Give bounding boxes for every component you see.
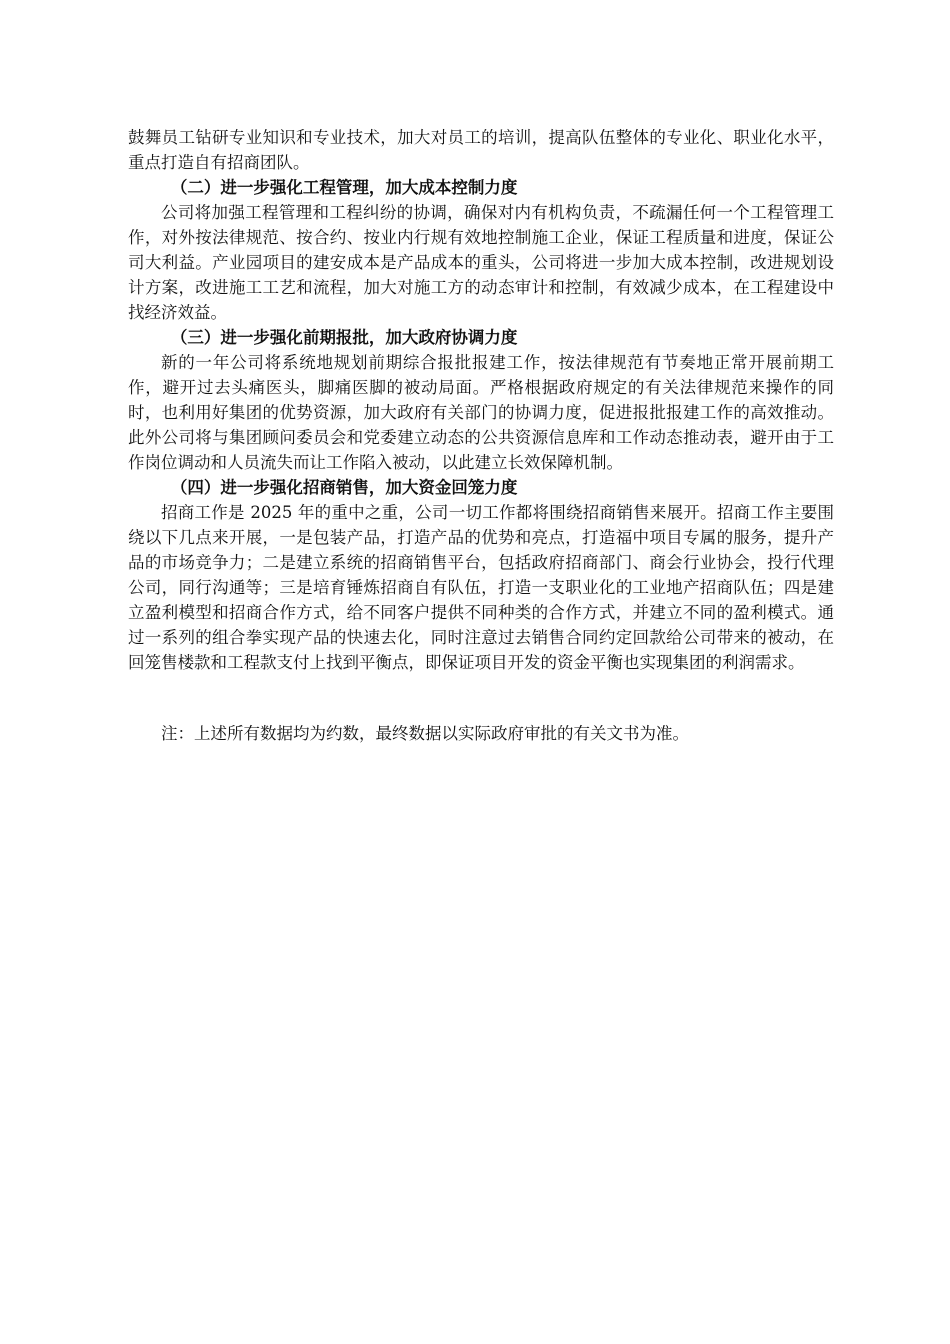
section-paragraph: 公司将加强工程管理和工程纠纷的协调，确保对内有机构负责，不疏漏任何一个工程管理工作，对外按法律规范、按合约、按业内行规有效地控制施工企业，保证工程质量和进度，保证公司大利益。产业园项目的建安成本是产品成本的重头，公司将进一步加大成本控制，改进规划设计方案，改进施工工艺和流程，加大对施工方的动态审计和控制，有效减少成本，在工程建设中找经济效益。	[128, 203, 834, 322]
section-paragraph: 招商工作是 2025 年的重中之重，公司一切工作都将围绕招商销售来展开。招商工作主要围绕以下几点来开展，一是包装产品，打造产品的优势和亮点，打造福中项目专属的服务，提升产品的市场竞争力；二是建立系统的招商销售平台，包括政府招商部门、商会行业协会，投行代理公司，同行沟通等；三是培育锤炼招商自有队伍，打造一支职业化的工业地产招商队伍；四是建立盈利模型和招商合作方式，给不同客户提供不同种类的合作方式，并建立不同的盈利模式。通过一系列的组合拳实现产品的快速去化，同时注意过去销售合同约定回款给公司带来的被动，在回笼售楼款和工程款支付上找到平衡点，即保证项目开发的资金平衡也实现集团的利润需求。	[128, 503, 834, 672]
section-heading: （三）进一步强化前期报批，加大政府协调力度	[170, 328, 518, 347]
section-heading: （二）进一步强化工程管理，加大成本控制力度	[170, 178, 518, 197]
footnote: 注：上述所有数据均为约数，最终数据以实际政府审批的有关文书为准。	[161, 724, 689, 743]
section-paragraph: 新的一年公司将系统地规划前期综合报批报建工作，按法律规范有节奏地正常开展前期工作，避开过去头痛医头，脚痛医脚的被动局面。严格根据政府规定的有关法律规范来操作的同时，也利用好集团的优势资源，加大政府有关部门的协调力度，促进报批报建工作的高效推动。此外公司将与集团顾问委员会和党委建立动态的公共资源信息库和工作动态推动表，避开由于工作岗位调动和人员流失而让工作陷入被动，以此建立长效保障机制。	[128, 353, 834, 472]
section-heading: （四）进一步强化招商销售，加大资金回笼力度	[170, 478, 518, 497]
intro-paragraph: 鼓舞员工钻研专业知识和专业技术，加大对员工的培训，提高队伍整体的专业化、职业化水平，重点打造自有招商团队。	[128, 128, 834, 172]
document-body	[128, 125, 834, 746]
